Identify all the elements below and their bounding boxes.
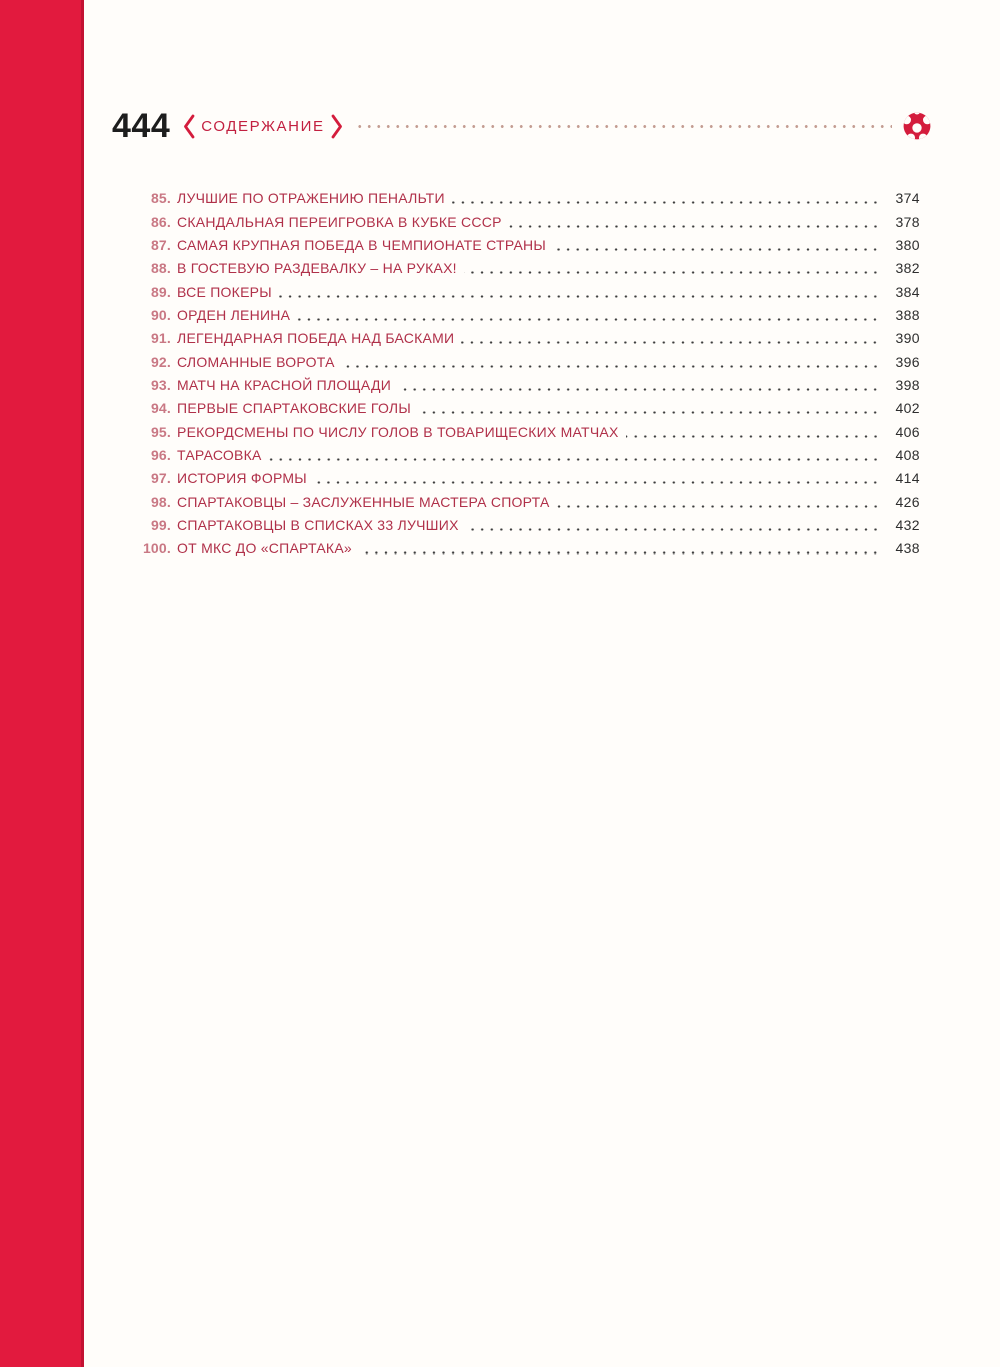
toc-entry-page: 414 xyxy=(895,470,920,487)
toc-entry-page: 374 xyxy=(895,190,920,207)
toc-entry xyxy=(140,440,920,463)
toc-entry-number: 99. xyxy=(150,517,171,534)
toc-entry-title: ИСТОРИЯ ФОРМЫ xyxy=(177,470,307,487)
chevron-left-icon xyxy=(183,114,195,139)
toc-entry-title: МАТЧ НА КРАСНОЙ ПЛОЩАДИ xyxy=(177,376,392,393)
toc-entry-number: 98. xyxy=(150,493,171,510)
dot-leader xyxy=(466,528,880,531)
toc-entry xyxy=(140,533,920,556)
dot-leader xyxy=(461,341,880,344)
toc-entry-title: САМАЯ КРУПНАЯ ПОБЕДА В ЧЕМПИОНАТЕ СТРАНЫ xyxy=(177,236,547,253)
toc-entry xyxy=(140,300,920,323)
toc-entry xyxy=(140,183,920,206)
soccer-ball-icon xyxy=(902,111,932,141)
dot-leader xyxy=(398,388,880,391)
toc-entry xyxy=(140,510,920,533)
toc-entry-number: 94. xyxy=(150,400,171,417)
toc-entry-number: 95. xyxy=(150,423,171,440)
toc-entry xyxy=(140,393,920,416)
toc-entry xyxy=(140,370,920,393)
toc-entry-page: 380 xyxy=(895,236,920,253)
toc-entry-title: СКАНДАЛЬНАЯ ПЕРЕИГРОВКА В КУБКЕ СССР xyxy=(177,213,502,230)
toc-entry-number: 88. xyxy=(150,260,171,277)
chevron-right-icon xyxy=(331,114,343,139)
toc-entry-number: 87. xyxy=(150,236,171,253)
toc-entry xyxy=(140,463,920,486)
toc-entry-number: 100. xyxy=(142,540,171,557)
toc-entry-page: 390 xyxy=(895,330,920,347)
toc-entry-title: РЕКОРДСМЕНЫ ПО ЧИСЛУ ГОЛОВ В ТОВАРИЩЕСКИХ МАТЧАХ xyxy=(177,423,619,440)
dot-leader xyxy=(314,481,880,484)
toc-entry-page: 402 xyxy=(895,400,920,417)
toc-entry-title: ЛЕГЕНДАРНАЯ ПОБЕДА НАД БАСКАМИ xyxy=(177,330,455,347)
toc-entry-page: 406 xyxy=(895,423,920,440)
dotted-rule xyxy=(355,124,892,129)
toc-entry-title: В ГОСТЕВУЮ РАЗДЕВАЛКУ – НА РУКАХ! xyxy=(177,260,457,277)
dot-leader xyxy=(359,551,880,554)
dot-leader xyxy=(464,271,880,274)
toc-entry-page: 396 xyxy=(895,353,920,370)
toc-entry-title: ОТ МКС ДО «СПАРТАКА» xyxy=(177,540,352,557)
toc-entry-page: 378 xyxy=(895,213,920,230)
dot-leader xyxy=(342,365,880,368)
toc-entry-title: ВСЕ ПОКЕРЫ xyxy=(177,283,272,300)
toc-entry-page: 388 xyxy=(895,306,920,323)
toc-entry-page: 384 xyxy=(895,283,920,300)
toc-entry-page: 432 xyxy=(895,517,920,534)
toc-entry-number: 90. xyxy=(150,306,171,323)
toc-entry-number: 96. xyxy=(150,447,171,464)
toc-entry-number: 93. xyxy=(150,376,171,393)
page-number: 444 xyxy=(112,107,171,145)
toc-entry xyxy=(140,276,920,299)
toc-entry xyxy=(140,253,920,276)
toc-entry-page: 426 xyxy=(895,493,920,510)
table-of-contents xyxy=(140,183,920,557)
toc-entry-title: СПАРТАКОВЦЫ – ЗАСЛУЖЕННЫЕ МАСТЕРА СПОРТА xyxy=(177,493,550,510)
toc-entry xyxy=(140,230,920,253)
toc-entry-title: СПАРТАКОВЦЫ В СПИСКАХ 33 ЛУЧШИХ xyxy=(177,517,459,534)
toc-entry-page: 408 xyxy=(895,447,920,464)
toc-entry-title: СЛОМАННЫЕ ВОРОТА xyxy=(177,353,335,370)
toc-entry-page: 438 xyxy=(895,540,920,557)
toc-entry-page: 398 xyxy=(895,376,920,393)
toc-entry-title: ТАРАСОВКА xyxy=(177,447,262,464)
toc-entry-title: ОРДЕН ЛЕНИНА xyxy=(177,306,291,323)
toc-entry xyxy=(140,323,920,346)
dot-leader xyxy=(557,505,880,508)
page-header xyxy=(112,104,932,148)
section-title: СОДЕРЖАНИЕ xyxy=(201,118,325,135)
toc-entry-number: 97. xyxy=(150,470,171,487)
dot-leader xyxy=(269,458,880,461)
toc-entry-title: ПЕРВЫЕ СПАРТАКОВСКИЕ ГОЛЫ xyxy=(177,400,412,417)
toc-entry-number: 86. xyxy=(150,213,171,230)
dot-leader xyxy=(553,248,880,251)
toc-entry-title: ЛУЧШИЕ ПО ОТРАЖЕНИЮ ПЕНАЛЬТИ xyxy=(177,190,445,207)
toc-entry-number: 92. xyxy=(150,353,171,370)
toc-entry-number: 85. xyxy=(150,190,171,207)
toc-entry-number: 91. xyxy=(150,330,171,347)
dot-leader xyxy=(626,435,880,438)
toc-entry-page: 382 xyxy=(895,260,920,277)
page-edge-bar xyxy=(0,0,84,1367)
toc-entry xyxy=(140,486,920,509)
dot-leader xyxy=(509,225,880,228)
toc-entry xyxy=(140,416,920,439)
toc-entry-number: 89. xyxy=(150,283,171,300)
toc-entry xyxy=(140,346,920,369)
dot-leader xyxy=(418,411,880,414)
toc-entry xyxy=(140,206,920,229)
dot-leader xyxy=(279,295,880,298)
dot-leader xyxy=(452,201,880,204)
dot-leader xyxy=(297,318,880,321)
